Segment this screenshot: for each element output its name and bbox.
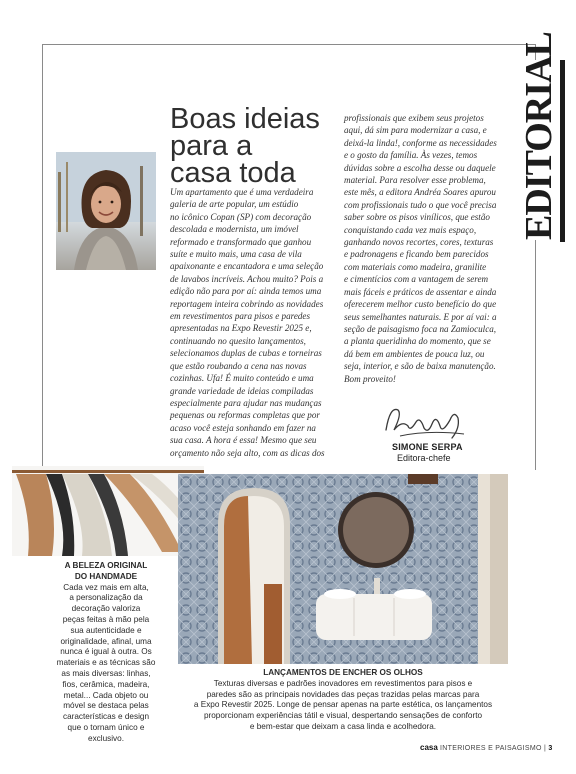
text-line: orçamento não seja alto, com as dicas dos (170, 447, 325, 458)
caption-line: móvel se destaca pelas (63, 701, 149, 711)
text-line: galeria de arte popular, um estúdio (170, 199, 299, 210)
text-line: a planta queridinha do momento, que se (344, 336, 491, 347)
text-line: seção de paisagismo foca na Zamioculca, (344, 323, 497, 334)
text-line: profissionais que exibem seus projetos (344, 113, 484, 123)
page-number: 3 (548, 745, 553, 752)
caption-line: as mais diversas: linhas, (61, 668, 151, 678)
text-line: sua casa. A hora é essa! Mesmo que seu (170, 435, 317, 446)
macrame-illustration (12, 466, 204, 556)
section-bar (560, 60, 565, 242)
caption-line: Texturas diversas e padrões inovadores em revestimentos para pisos e (213, 678, 473, 688)
caption-title: LANÇAMENTOS DE ENCHER OS OLHOS (263, 668, 423, 677)
caption-line: a Expo Revestir 2025. Longe de pensar apenas na parte estética, os lançamentos (193, 700, 493, 710)
footer-brand: casa (420, 743, 438, 752)
caption-line: que o tornam único e (67, 722, 145, 732)
caption-line: materiais e as técnicas são (56, 658, 156, 668)
headline (170, 103, 330, 189)
text-line: aqui, dá sim para modernizar a casa, e (344, 125, 487, 136)
text-line: no icônico Copan (SP) com decoração (170, 211, 312, 222)
signature-role: Editora-chefe (397, 453, 451, 463)
text-line: que estão roubando a cena nas novas (170, 360, 307, 371)
caption-line: paredes são as principais novidades das peças trazidas pelas marcas para (206, 689, 480, 699)
text-line: seja, interior, e são de baixa manutenção. (344, 361, 496, 372)
caption-title: DO HANDMADE (74, 571, 138, 581)
text-line: saber sobre os pisos vinílicos, que estão (344, 212, 490, 223)
caption-line: exclusivo. (88, 733, 124, 743)
footer-separator: | (543, 745, 547, 752)
text-line: continuando no quesito lançamentos, (170, 335, 306, 346)
text-line: mais fáceis e práticos de assentar e ainda (344, 286, 497, 297)
text-line: conquistando cada vez mais espaço, (344, 224, 477, 235)
caption-line: e bem-estar que deixam a casa linda e acolhedora. (249, 721, 437, 731)
text-line: dúvidas sobre a escolha desse ou daquele (344, 162, 496, 173)
launches-caption (176, 668, 510, 733)
macrame-photo (12, 466, 204, 556)
headline-line: casa toda (170, 157, 296, 189)
caption-line: peças feitas à mão pela (62, 614, 150, 624)
text-line: de lavabos incríveis. Achou muito? Pois a (170, 273, 324, 284)
page-footer (420, 743, 553, 752)
text-line: ganhando novos recortes, cores, texturas (344, 237, 494, 248)
text-line: este mês, a editora Andréa Soares apurou (344, 187, 496, 198)
text-line: edição não para por aí: ainda temos uma (170, 286, 322, 297)
text-line: e o gosto da família. Às vezes, temos (344, 150, 478, 161)
caption-line: características e design (62, 712, 149, 722)
caption-line: sua autenticidade e (70, 625, 142, 635)
editorial-column-1 (170, 186, 330, 459)
text-line: oferecerem melhor custo benefício do que (344, 299, 497, 310)
headline-line: para a (170, 130, 253, 162)
editorial-column-2 (344, 112, 510, 385)
caption-line: decoração valoriza (71, 604, 141, 614)
text-line: deixá-la linda!, conforme as necessidades (344, 137, 497, 148)
caption-line: nunca é igual à outra. Os (60, 647, 152, 657)
handwritten-signature (380, 400, 470, 444)
caption-line: metal... Cada objeto ou (63, 690, 149, 700)
text-line: reformado e transformado que ganhou (170, 236, 312, 247)
footer-section: INTERIORES E PAISAGISMO (440, 745, 542, 752)
bathroom-illustration (178, 474, 508, 664)
text-line: selecionamos duplas de cubas e torneiras (170, 348, 322, 359)
text-line: grande variedade de ideias compiladas (170, 385, 314, 396)
text-line: dá bem em ambientes de pouca luz, ou (344, 348, 485, 359)
text-line: suíte e muito mais, uma casa de vila (170, 249, 302, 260)
text-line: em revestimentos para pisos e paredes (170, 311, 311, 322)
text-line: e padronagens e ficando bem parecidos (344, 249, 489, 260)
text-line: apaixonante e encantadora e uma seleção (170, 261, 324, 272)
text-line: apresentadas na Expo Revestir 2025 e, (170, 323, 312, 334)
text-line: descolada e modernista, um imóvel (170, 224, 299, 235)
text-line: material. Para resolver esse problema, (344, 175, 486, 186)
caption-line: Cada vez mais em alta, (63, 582, 149, 592)
text-line: e cimentícios com a vantagem de serem (344, 274, 489, 285)
text-line: reportagem inteira cobrindo as novidades (170, 298, 324, 309)
caption-title: A BELEZA ORIGINAL (64, 561, 148, 570)
text-line: especialmente para ajudar nas mudanças (170, 397, 322, 408)
text-line: com materiais como madeira, granilite (344, 261, 487, 272)
text-line: acaso você esteja sonhando em fazer na (170, 422, 316, 433)
portrait-illustration (56, 152, 156, 270)
text-line: com profissionais tudo o que você precisa (344, 199, 497, 210)
section-label: EDITORIAL (518, 32, 560, 240)
text-line: seus semelhantes naturais. E por aí vai: a (344, 311, 497, 322)
editor-portrait (56, 152, 156, 270)
caption-line: proporcionam experiências tátil e visual, despertando sensações de conforto (203, 711, 483, 721)
signature-name: SIMONE SERPA (392, 442, 463, 452)
text-line: cozinhas. Ufa! É muito conteúdo e uma (170, 373, 314, 384)
headline-line: Boas ideias (170, 103, 320, 135)
handmade-caption (50, 561, 162, 745)
bathroom-photo (178, 474, 508, 664)
text-line: Um apartamento que é uma verdadeira (170, 187, 314, 197)
caption-line: fios, cerâmica, madeira, (62, 679, 150, 689)
text-line: pequenas ou reformas completas que por (170, 410, 320, 421)
text-line: Bom proveito! (344, 373, 396, 384)
caption-line: a personalização da (69, 593, 143, 603)
caption-line: originalidade, afinal, uma (60, 636, 152, 646)
